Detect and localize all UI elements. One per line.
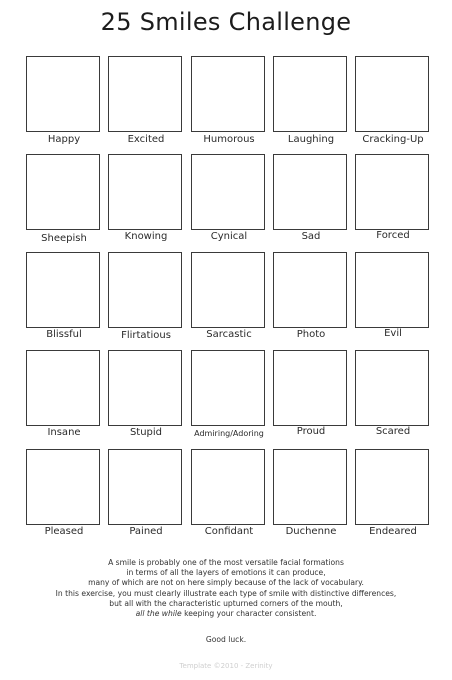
grid-cell [189, 449, 269, 537]
grid-cell [106, 350, 186, 438]
page-title: 25 Smiles Challenge [100, 8, 352, 36]
grid-cell [106, 252, 186, 341]
instructions-line: many of which are not on here simply because of the lack of vocabulary. [88, 578, 364, 588]
smile-label: Insane [47, 427, 81, 438]
smile-label: Confidant [204, 526, 254, 537]
drawing-box[interactable] [273, 154, 347, 230]
grid-cell [106, 56, 186, 145]
smile-label: Evil [384, 328, 402, 339]
grid-cell [271, 154, 351, 242]
smile-label: Forced [376, 230, 410, 241]
drawing-box[interactable] [355, 252, 429, 328]
instructions-line: but all with the characteristic upturned corners of the mouth, [109, 598, 343, 608]
grid-cell [106, 154, 186, 242]
smile-label: Proud [296, 426, 326, 437]
good-luck-text: Good luck. [205, 635, 247, 644]
drawing-box[interactable] [26, 154, 100, 230]
smile-label: Knowing [124, 231, 168, 242]
smile-label: Humorous [203, 134, 255, 145]
smile-label: Happy [47, 134, 81, 145]
grid-cell [106, 449, 186, 537]
instructions-line: A smile is probably one of the most versatile facial formations [108, 558, 344, 567]
smile-label: Cracking-Up [362, 134, 424, 145]
grid-cell [189, 154, 269, 242]
emphasis-text: all the while [135, 609, 182, 619]
instructions-line: in terms of all the layers of emotions it can produce, [126, 568, 326, 578]
smile-label: Excited [127, 134, 165, 145]
drawing-box[interactable] [191, 252, 265, 328]
drawing-box[interactable] [108, 56, 182, 132]
grid-cell [24, 449, 104, 537]
grid-cell [353, 56, 433, 145]
grid-cell [353, 449, 433, 537]
drawing-box[interactable] [355, 449, 429, 525]
grid-cell [24, 252, 104, 340]
drawing-box[interactable] [108, 154, 182, 230]
drawing-box[interactable] [355, 56, 429, 132]
smile-label: Blissful [46, 329, 82, 340]
drawing-box[interactable] [273, 350, 347, 426]
smile-label: Flirtatious [121, 330, 171, 341]
smile-label: Stupid [129, 427, 163, 438]
grid-cell [271, 56, 351, 145]
drawing-box[interactable] [26, 449, 100, 525]
grid-cell [353, 154, 433, 241]
drawing-box[interactable] [191, 449, 265, 525]
drawing-box[interactable] [191, 56, 265, 132]
grid-cell [24, 56, 104, 145]
instructions-paragraph [0, 558, 452, 619]
grid-cell [189, 56, 269, 145]
grid-cell [189, 252, 269, 340]
grid-cell [24, 350, 104, 438]
drawing-box[interactable] [355, 154, 429, 230]
smile-label: Photo [296, 329, 326, 340]
drawing-box[interactable] [108, 350, 182, 426]
drawing-box[interactable] [191, 154, 265, 230]
drawing-box[interactable] [273, 449, 347, 525]
smile-label: Scared [375, 426, 411, 437]
grid-cell [353, 350, 433, 437]
instructions-line-rest: keeping your character consistent. [181, 609, 317, 619]
smile-label: Pleased [44, 526, 84, 537]
drawing-box[interactable] [26, 56, 100, 132]
drawing-box[interactable] [26, 350, 100, 426]
drawing-box[interactable] [26, 252, 100, 328]
drawing-box[interactable] [191, 350, 265, 426]
smile-label: Laughing [287, 134, 335, 145]
drawing-box[interactable] [108, 449, 182, 525]
instructions-line [0, 609, 452, 619]
smile-label: Duchenne [285, 526, 337, 537]
smile-label: Endeared [369, 526, 417, 537]
grid-cell [353, 252, 433, 339]
grid-cell [24, 154, 104, 244]
grid-cell [189, 350, 269, 438]
grid-cell [271, 350, 351, 437]
grid-cell [271, 449, 351, 537]
smile-label: Cynical [210, 231, 248, 242]
smile-label: Sarcastic [206, 329, 252, 340]
drawing-box[interactable] [355, 350, 429, 426]
drawing-box[interactable] [273, 252, 347, 328]
drawing-box[interactable] [273, 56, 347, 132]
smile-label: Pained [129, 526, 163, 537]
instructions-line: In this exercise, you must clearly illustrate each type of smile with distinctive differences, [55, 588, 397, 598]
grid-cell [271, 252, 351, 340]
smile-label: Sad [301, 231, 321, 242]
smile-label: Admiring/Adoring [194, 429, 264, 438]
smile-label: Sheepish [41, 233, 87, 244]
template-credit: Template ©2010 - Zerinity [179, 662, 273, 670]
drawing-box[interactable] [108, 252, 182, 328]
